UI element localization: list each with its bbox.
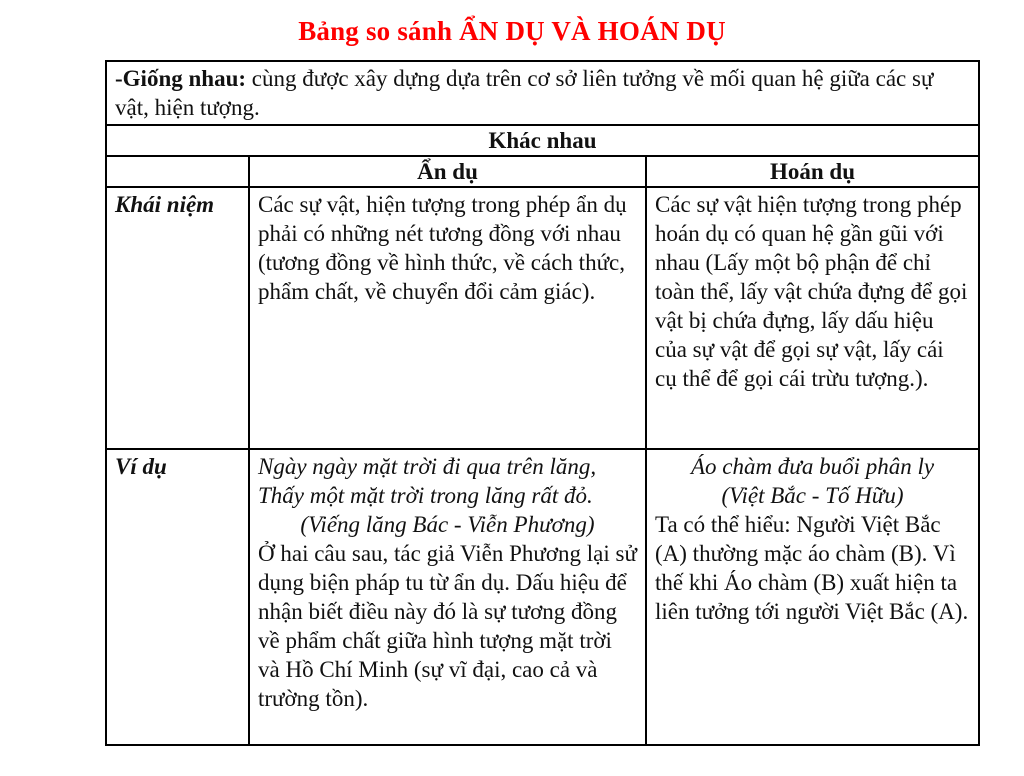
similarity-cell xyxy=(106,61,979,125)
hoan-du-analysis: Ta có thể hiểu: Người Việt Bắc (A) thường mặc áo chàm (B). Vì thế khi Áo chàm (B) xuất hiện ta liên tưởng tới người Việt Bắc (A). xyxy=(655,512,969,624)
an-du-poem-line-1: Ngày ngày mặt trời đi qua trên lăng, xyxy=(258,454,597,479)
page-title: Bảng so sánh ẨN DỤ VÀ HOÁN DỤ xyxy=(298,16,726,46)
similarity-row xyxy=(106,61,979,125)
example-an-du-cell xyxy=(249,449,646,745)
an-du-poem-source: (Viếng lăng Bác - Viễn Phương) xyxy=(300,512,595,537)
concept-row-label: Khái niệm xyxy=(106,187,249,449)
similarity-text: cùng được xây dựng dựa trên cơ sở liên tưởng về mối quan hệ giữa các sự vật, hiện tượng. xyxy=(115,66,934,120)
concept-hoan-du-cell: Các sự vật hiện tượng trong phép hoán dụ có quan hệ gần gũi với nhau (Lấy một bộ phận để chỉ toàn thể, lấy vật chứa đựng để gọi vật bị chứa đựng, lấy dấu hiệu của sự vật để gọi sự vật, lấy cái cụ thể để gọi cái trừu tượng.). xyxy=(646,187,979,449)
column-header-an-du: Ẩn dụ xyxy=(249,156,646,187)
example-row xyxy=(106,449,979,745)
concept-an-du-cell: Các sự vật, hiện tượng trong phép ẩn dụ phải có những nét tương đồng với nhau (tương đồng về hình thức, về cách thức, phẩm chất, về chuyển đổi cảm giác). xyxy=(249,187,646,449)
an-du-analysis: Ở hai câu sau, tác giả Viễn Phương lại sử dụng biện pháp tu từ ẩn dụ. Dấu hiệu để nhận biết điều này đó là sự tương đồng về phẩm chất giữa hình tượng mặt trời và Hồ Chí Minh (sự vĩ đại, cao cả và trường tồn). xyxy=(258,541,637,711)
column-header-hoan-du: Hoán dụ xyxy=(646,156,979,187)
similarity-label: -Giống nhau: xyxy=(115,66,247,91)
hoan-du-poem-line-1: Áo chàm đưa buổi phân ly xyxy=(690,454,935,479)
example-hoan-du-cell xyxy=(646,449,979,745)
example-row-label: Ví dụ xyxy=(106,449,249,745)
hoan-du-poem-source: (Việt Bắc - Tố Hữu) xyxy=(721,483,904,508)
difference-header-row xyxy=(106,125,979,156)
difference-header-cell: Khác nhau xyxy=(106,125,979,156)
column-header-row xyxy=(106,156,979,187)
concept-row xyxy=(106,187,979,449)
an-du-poem-line-2: Thấy một mặt trời trong lăng rất đỏ. xyxy=(258,483,593,508)
empty-corner-cell xyxy=(106,156,249,187)
comparison-table xyxy=(105,60,980,746)
